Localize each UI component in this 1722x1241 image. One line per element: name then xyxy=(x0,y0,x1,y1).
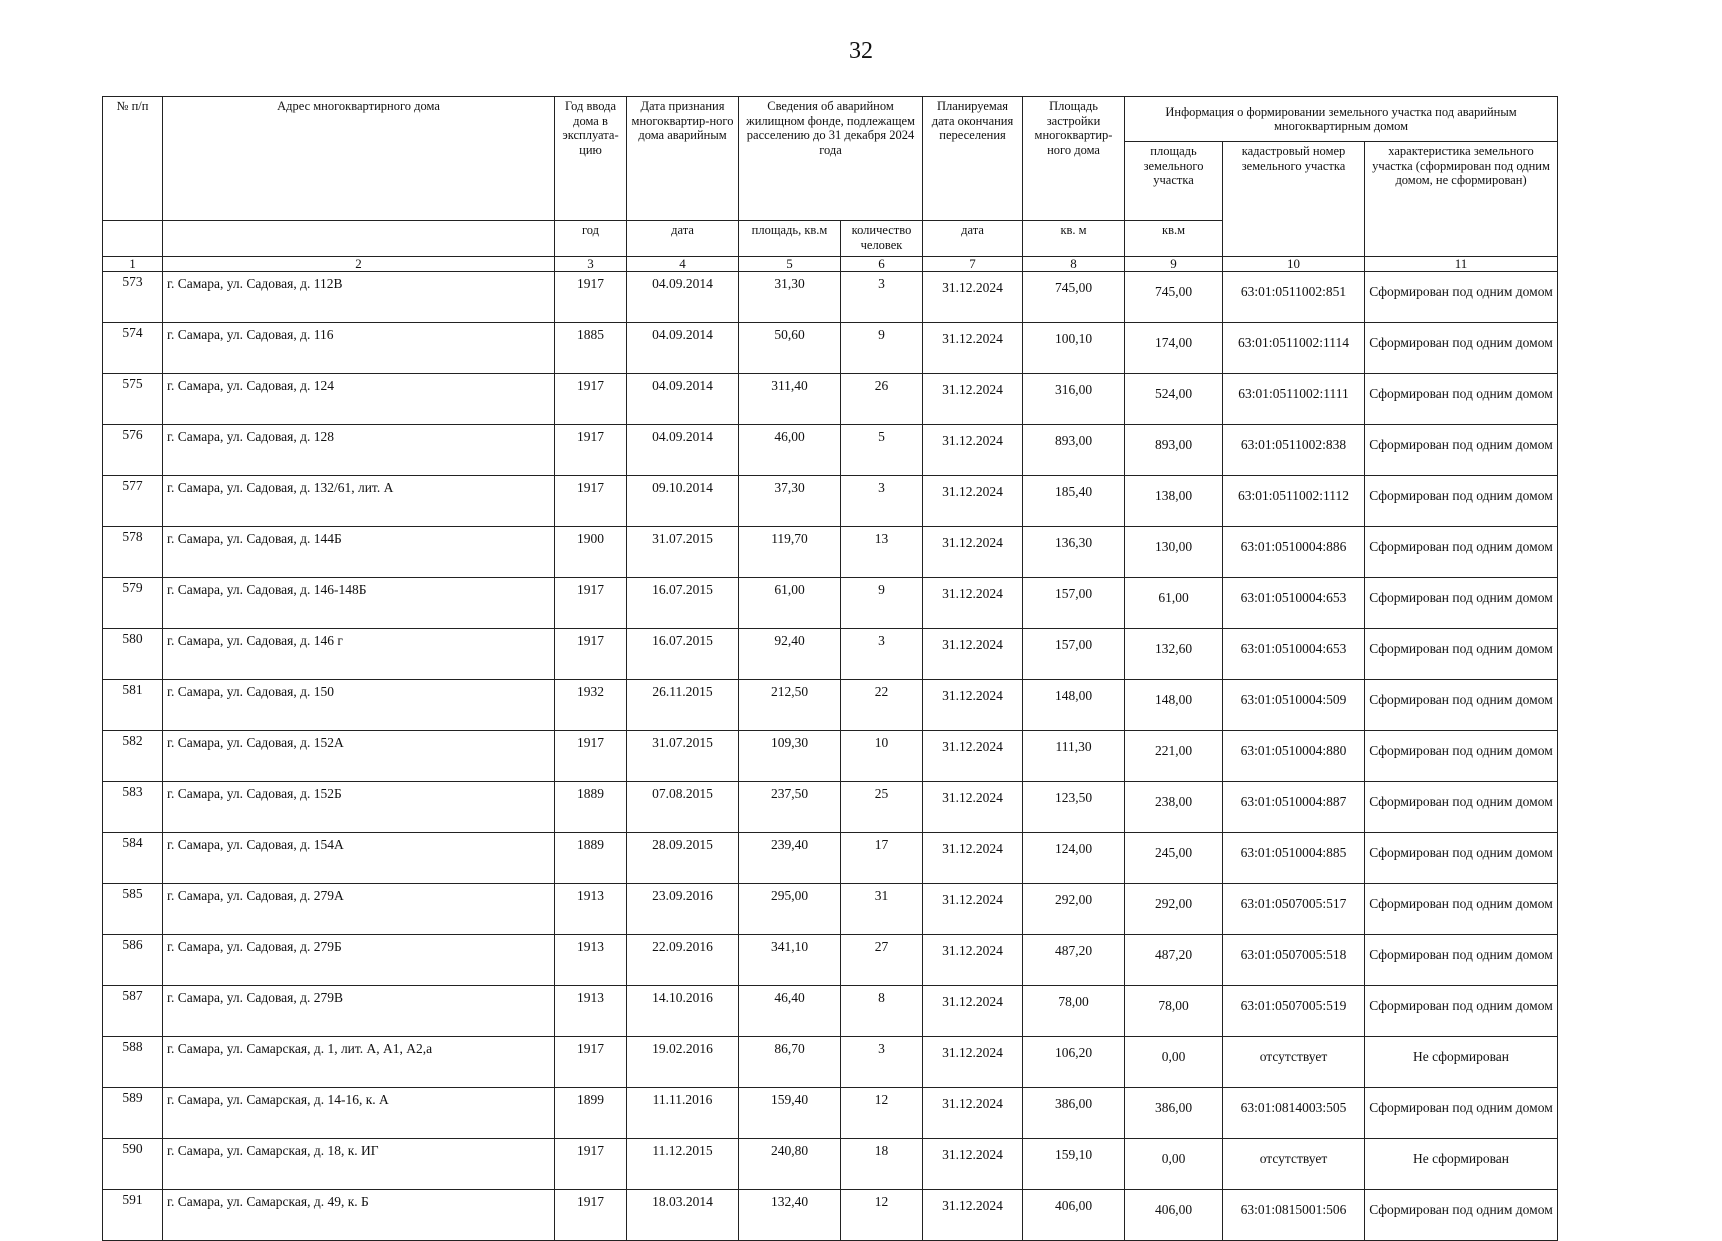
table-row xyxy=(103,680,1558,731)
row-land-type: Сформирован под одним домом xyxy=(1365,527,1558,578)
row-year: 1917 xyxy=(555,374,627,425)
row-people: 8 xyxy=(841,986,923,1037)
row-land-type: Сформирован под одним домом xyxy=(1365,425,1558,476)
row-emergency-date: 04.09.2014 xyxy=(627,374,739,425)
header-planned-date: Планируемая дата окончания переселения xyxy=(923,97,1023,221)
row-land-area: 245,00 xyxy=(1125,833,1223,884)
row-people: 17 xyxy=(841,833,923,884)
row-number: 587 xyxy=(103,986,163,1037)
row-cadastral-number: 63:01:0507005:517 xyxy=(1223,884,1365,935)
row-number: 580 xyxy=(103,629,163,680)
header-emergency-fund: Сведения об аварийном жилищном фонде, подлежащем расселению до 31 декабря 2024 года xyxy=(739,97,923,221)
row-land-area: 174,00 xyxy=(1125,323,1223,374)
row-year: 1913 xyxy=(555,986,627,1037)
column-number: 2 xyxy=(163,257,555,272)
row-address: г. Самара, ул. Садовая, д. 154А xyxy=(163,833,555,884)
row-building-area: 185,40 xyxy=(1023,476,1125,527)
row-number: 575 xyxy=(103,374,163,425)
row-planned-date: 31.12.2024 xyxy=(923,731,1023,782)
row-building-area: 123,50 xyxy=(1023,782,1125,833)
row-area: 109,30 xyxy=(739,731,841,782)
row-area: 311,40 xyxy=(739,374,841,425)
row-land-type: Сформирован под одним домом xyxy=(1365,986,1558,1037)
row-address: г. Самара, ул. Садовая, д. 279В xyxy=(163,986,555,1037)
row-building-area: 106,20 xyxy=(1023,1037,1125,1088)
row-address: г. Самара, ул. Садовая, д. 152Б xyxy=(163,782,555,833)
row-emergency-date: 19.02.2016 xyxy=(627,1037,739,1088)
row-address: г. Самара, ул. Садовая, д. 279Б xyxy=(163,935,555,986)
row-emergency-date: 14.10.2016 xyxy=(627,986,739,1037)
row-year: 1889 xyxy=(555,782,627,833)
row-area: 237,50 xyxy=(739,782,841,833)
column-number: 3 xyxy=(555,257,627,272)
unit-people: количество человек xyxy=(841,221,923,257)
row-planned-date: 31.12.2024 xyxy=(923,323,1023,374)
row-building-area: 136,30 xyxy=(1023,527,1125,578)
row-address: г. Самара, ул. Садовая, д. 132/61, лит. А xyxy=(163,476,555,527)
row-land-area: 138,00 xyxy=(1125,476,1223,527)
row-number: 582 xyxy=(103,731,163,782)
row-year: 1917 xyxy=(555,272,627,323)
row-address: г. Самара, ул. Самарская, д. 14-16, к. А xyxy=(163,1088,555,1139)
row-people: 3 xyxy=(841,629,923,680)
row-planned-date: 31.12.2024 xyxy=(923,833,1023,884)
row-area: 239,40 xyxy=(739,833,841,884)
row-land-area: 78,00 xyxy=(1125,986,1223,1037)
row-area: 86,70 xyxy=(739,1037,841,1088)
row-area: 119,70 xyxy=(739,527,841,578)
row-area: 212,50 xyxy=(739,680,841,731)
row-emergency-date: 09.10.2014 xyxy=(627,476,739,527)
table-row xyxy=(103,1139,1558,1190)
row-emergency-date: 31.07.2015 xyxy=(627,527,739,578)
column-number: 10 xyxy=(1223,257,1365,272)
row-year: 1917 xyxy=(555,1190,627,1241)
row-land-type: Сформирован под одним домом xyxy=(1365,476,1558,527)
unit-date: дата xyxy=(627,221,739,257)
row-year: 1889 xyxy=(555,833,627,884)
row-cadastral-number: 63:01:0815001:506 xyxy=(1223,1190,1365,1241)
row-planned-date: 31.12.2024 xyxy=(923,425,1023,476)
row-land-type: Сформирован под одним домом xyxy=(1365,833,1558,884)
row-people: 12 xyxy=(841,1088,923,1139)
row-building-area: 893,00 xyxy=(1023,425,1125,476)
emergency-housing-table xyxy=(102,96,1558,1241)
table-row xyxy=(103,833,1558,884)
column-number: 6 xyxy=(841,257,923,272)
row-building-area: 148,00 xyxy=(1023,680,1125,731)
row-land-area: 132,60 xyxy=(1125,629,1223,680)
row-number: 590 xyxy=(103,1139,163,1190)
row-building-area: 100,10 xyxy=(1023,323,1125,374)
row-number: 573 xyxy=(103,272,163,323)
row-land-type: Сформирован под одним домом xyxy=(1365,680,1558,731)
row-cadastral-number: 63:01:0511002:1112 xyxy=(1223,476,1365,527)
unit-plan-date: дата xyxy=(923,221,1023,257)
row-planned-date: 31.12.2024 xyxy=(923,1037,1023,1088)
row-address: г. Самара, ул. Садовая, д. 146-148Б xyxy=(163,578,555,629)
row-year: 1917 xyxy=(555,578,627,629)
row-emergency-date: 26.11.2015 xyxy=(627,680,739,731)
row-number: 584 xyxy=(103,833,163,884)
row-planned-date: 31.12.2024 xyxy=(923,629,1023,680)
row-land-area: 406,00 xyxy=(1125,1190,1223,1241)
row-year: 1932 xyxy=(555,680,627,731)
row-emergency-date: 28.09.2015 xyxy=(627,833,739,884)
row-people: 10 xyxy=(841,731,923,782)
row-emergency-date: 31.07.2015 xyxy=(627,731,739,782)
row-emergency-date: 04.09.2014 xyxy=(627,323,739,374)
row-land-area: 0,00 xyxy=(1125,1139,1223,1190)
row-address: г. Самара, ул. Садовая, д. 116 xyxy=(163,323,555,374)
unit-area: площадь, кв.м xyxy=(739,221,841,257)
column-number: 9 xyxy=(1125,257,1223,272)
row-people: 9 xyxy=(841,578,923,629)
unit-land-area: кв.м xyxy=(1125,221,1223,257)
row-land-area: 130,00 xyxy=(1125,527,1223,578)
row-planned-date: 31.12.2024 xyxy=(923,1139,1023,1190)
row-people: 3 xyxy=(841,272,923,323)
row-building-area: 745,00 xyxy=(1023,272,1125,323)
row-building-area: 292,00 xyxy=(1023,884,1125,935)
row-number: 578 xyxy=(103,527,163,578)
row-year: 1899 xyxy=(555,1088,627,1139)
row-year: 1917 xyxy=(555,731,627,782)
row-year: 1913 xyxy=(555,884,627,935)
row-people: 26 xyxy=(841,374,923,425)
table-row xyxy=(103,527,1558,578)
row-land-area: 487,20 xyxy=(1125,935,1223,986)
row-land-type: Не сформирован xyxy=(1365,1037,1558,1088)
row-land-type: Сформирован под одним домом xyxy=(1365,935,1558,986)
row-cadastral-number: 63:01:0510004:653 xyxy=(1223,578,1365,629)
row-number: 586 xyxy=(103,935,163,986)
column-number: 4 xyxy=(627,257,739,272)
row-emergency-date: 16.07.2015 xyxy=(627,629,739,680)
header-year: Год ввода дома в эксплуата-цию xyxy=(555,97,627,221)
row-year: 1900 xyxy=(555,527,627,578)
row-area: 46,00 xyxy=(739,425,841,476)
row-planned-date: 31.12.2024 xyxy=(923,986,1023,1037)
row-number: 591 xyxy=(103,1190,163,1241)
row-address: г. Самара, ул. Садовая, д. 152А xyxy=(163,731,555,782)
row-land-area: 221,00 xyxy=(1125,731,1223,782)
row-people: 27 xyxy=(841,935,923,986)
row-land-area: 893,00 xyxy=(1125,425,1223,476)
row-number: 579 xyxy=(103,578,163,629)
row-land-type: Сформирован под одним домом xyxy=(1365,374,1558,425)
row-address: г. Самара, ул. Садовая, д. 279А xyxy=(163,884,555,935)
row-emergency-date: 18.03.2014 xyxy=(627,1190,739,1241)
row-cadastral-number: 63:01:0507005:518 xyxy=(1223,935,1365,986)
row-cadastral-number: 63:01:0510004:886 xyxy=(1223,527,1365,578)
row-area: 46,40 xyxy=(739,986,841,1037)
row-emergency-date: 23.09.2016 xyxy=(627,884,739,935)
row-planned-date: 31.12.2024 xyxy=(923,272,1023,323)
row-year: 1917 xyxy=(555,629,627,680)
row-cadastral-number: 63:01:0814003:505 xyxy=(1223,1088,1365,1139)
row-land-area: 0,00 xyxy=(1125,1037,1223,1088)
page-number: 32 xyxy=(849,38,873,64)
row-building-area: 157,00 xyxy=(1023,578,1125,629)
table-body xyxy=(103,272,1558,1241)
row-planned-date: 31.12.2024 xyxy=(923,1088,1023,1139)
row-year: 1885 xyxy=(555,323,627,374)
row-area: 37,30 xyxy=(739,476,841,527)
row-land-area: 745,00 xyxy=(1125,272,1223,323)
row-address: г. Самара, ул. Садовая, д. 112В xyxy=(163,272,555,323)
header-number: № п/п xyxy=(103,97,163,221)
row-address: г. Самара, ул. Самарская, д. 1, лит. А, А1, А2,а xyxy=(163,1037,555,1088)
row-area: 295,00 xyxy=(739,884,841,935)
row-building-area: 124,00 xyxy=(1023,833,1125,884)
row-area: 50,60 xyxy=(739,323,841,374)
row-emergency-date: 07.08.2015 xyxy=(627,782,739,833)
row-people: 13 xyxy=(841,527,923,578)
unit-building-area: кв. м xyxy=(1023,221,1125,257)
column-number: 1 xyxy=(103,257,163,272)
row-year: 1917 xyxy=(555,1037,627,1088)
unit-year: год xyxy=(555,221,627,257)
table-row xyxy=(103,1190,1558,1241)
row-land-type: Не сформирован xyxy=(1365,1139,1558,1190)
row-area: 159,40 xyxy=(739,1088,841,1139)
column-number: 5 xyxy=(739,257,841,272)
row-number: 589 xyxy=(103,1088,163,1139)
row-people: 3 xyxy=(841,476,923,527)
row-emergency-date: 22.09.2016 xyxy=(627,935,739,986)
row-year: 1917 xyxy=(555,425,627,476)
row-land-area: 524,00 xyxy=(1125,374,1223,425)
row-cadastral-number: 63:01:0510004:880 xyxy=(1223,731,1365,782)
row-land-area: 148,00 xyxy=(1125,680,1223,731)
table-row xyxy=(103,629,1558,680)
header-address: Адрес многоквартирного дома xyxy=(163,97,555,221)
header-number-unit xyxy=(103,221,163,257)
row-area: 341,10 xyxy=(739,935,841,986)
row-people: 31 xyxy=(841,884,923,935)
row-address: г. Самара, ул. Садовая, д. 128 xyxy=(163,425,555,476)
row-number: 581 xyxy=(103,680,163,731)
row-land-type: Сформирован под одним домом xyxy=(1365,578,1558,629)
row-area: 61,00 xyxy=(739,578,841,629)
row-address: г. Самара, ул. Самарская, д. 49, к. Б xyxy=(163,1190,555,1241)
row-address: г. Самара, ул. Садовая, д. 146 г xyxy=(163,629,555,680)
row-year: 1917 xyxy=(555,1139,627,1190)
row-building-area: 316,00 xyxy=(1023,374,1125,425)
header-cadastral-number: кадастровый номер земельного участка xyxy=(1223,142,1365,257)
row-people: 12 xyxy=(841,1190,923,1241)
row-planned-date: 31.12.2024 xyxy=(923,935,1023,986)
column-number: 11 xyxy=(1365,257,1558,272)
column-number: 8 xyxy=(1023,257,1125,272)
row-planned-date: 31.12.2024 xyxy=(923,884,1023,935)
row-year: 1917 xyxy=(555,476,627,527)
row-emergency-date: 04.09.2014 xyxy=(627,425,739,476)
row-area: 92,40 xyxy=(739,629,841,680)
row-number: 585 xyxy=(103,884,163,935)
row-land-type: Сформирован под одним домом xyxy=(1365,629,1558,680)
row-area: 132,40 xyxy=(739,1190,841,1241)
row-land-type: Сформирован под одним домом xyxy=(1365,884,1558,935)
header-emergency-date: Дата признания многоквартир-ного дома аварийным xyxy=(627,97,739,221)
row-planned-date: 31.12.2024 xyxy=(923,578,1023,629)
row-number: 588 xyxy=(103,1037,163,1088)
row-building-area: 78,00 xyxy=(1023,986,1125,1037)
row-building-area: 487,20 xyxy=(1023,935,1125,986)
row-cadastral-number: 63:01:0511002:1111 xyxy=(1223,374,1365,425)
row-land-type: Сформирован под одним домом xyxy=(1365,1190,1558,1241)
row-building-area: 159,10 xyxy=(1023,1139,1125,1190)
row-cadastral-number: 63:01:0510004:885 xyxy=(1223,833,1365,884)
row-cadastral-number: 63:01:0510004:509 xyxy=(1223,680,1365,731)
row-planned-date: 31.12.2024 xyxy=(923,527,1023,578)
row-planned-date: 31.12.2024 xyxy=(923,1190,1023,1241)
header-address-unit xyxy=(163,221,555,257)
row-building-area: 157,00 xyxy=(1023,629,1125,680)
row-people: 22 xyxy=(841,680,923,731)
row-building-area: 386,00 xyxy=(1023,1088,1125,1139)
row-emergency-date: 11.11.2016 xyxy=(627,1088,739,1139)
row-number: 577 xyxy=(103,476,163,527)
row-building-area: 111,30 xyxy=(1023,731,1125,782)
row-land-area: 386,00 xyxy=(1125,1088,1223,1139)
row-number: 574 xyxy=(103,323,163,374)
table-row xyxy=(103,476,1558,527)
row-area: 31,30 xyxy=(739,272,841,323)
table-row xyxy=(103,272,1558,323)
row-building-area: 406,00 xyxy=(1023,1190,1125,1241)
row-land-type: Сформирован под одним домом xyxy=(1365,1088,1558,1139)
row-land-type: Сформирован под одним домом xyxy=(1365,272,1558,323)
table-row xyxy=(103,1088,1558,1139)
row-emergency-date: 04.09.2014 xyxy=(627,272,739,323)
row-people: 3 xyxy=(841,1037,923,1088)
row-cadastral-number: 63:01:0511002:1114 xyxy=(1223,323,1365,374)
column-number: 7 xyxy=(923,257,1023,272)
row-cadastral-number: 63:01:0510004:887 xyxy=(1223,782,1365,833)
row-address: г. Самара, ул. Садовая, д. 150 xyxy=(163,680,555,731)
table-row xyxy=(103,425,1558,476)
header-land-area: площадь земельного участка xyxy=(1125,142,1223,221)
row-planned-date: 31.12.2024 xyxy=(923,476,1023,527)
table-row xyxy=(103,374,1558,425)
row-planned-date: 31.12.2024 xyxy=(923,374,1023,425)
row-number: 583 xyxy=(103,782,163,833)
row-cadastral-number: отсутствует xyxy=(1223,1037,1365,1088)
row-area: 240,80 xyxy=(739,1139,841,1190)
row-land-area: 61,00 xyxy=(1125,578,1223,629)
row-emergency-date: 16.07.2015 xyxy=(627,578,739,629)
row-land-area: 292,00 xyxy=(1125,884,1223,935)
row-people: 25 xyxy=(841,782,923,833)
header-land-characteristic: характеристика земельного участка (сформирован под одним домом, не сформирован) xyxy=(1365,142,1558,257)
row-cadastral-number: 63:01:0510004:653 xyxy=(1223,629,1365,680)
row-land-type: Сформирован под одним домом xyxy=(1365,323,1558,374)
row-people: 5 xyxy=(841,425,923,476)
row-land-type: Сформирован под одним домом xyxy=(1365,731,1558,782)
row-cadastral-number: 63:01:0507005:519 xyxy=(1223,986,1365,1037)
column-numbers-row xyxy=(103,257,1558,272)
header-building-area: Площадь застройки многоквартир-ного дома xyxy=(1023,97,1125,221)
table-row xyxy=(103,323,1558,374)
row-land-type: Сформирован под одним домом xyxy=(1365,782,1558,833)
row-address: г. Самара, ул. Самарская, д. 18, к. ИГ xyxy=(163,1139,555,1190)
row-people: 18 xyxy=(841,1139,923,1190)
table-row xyxy=(103,731,1558,782)
row-emergency-date: 11.12.2015 xyxy=(627,1139,739,1190)
row-planned-date: 31.12.2024 xyxy=(923,782,1023,833)
table-row xyxy=(103,986,1558,1037)
row-land-area: 238,00 xyxy=(1125,782,1223,833)
table-row xyxy=(103,884,1558,935)
table-row xyxy=(103,1037,1558,1088)
row-cadastral-number: 63:01:0511002:838 xyxy=(1223,425,1365,476)
row-planned-date: 31.12.2024 xyxy=(923,680,1023,731)
row-cadastral-number: отсутствует xyxy=(1223,1139,1365,1190)
row-cadastral-number: 63:01:0511002:851 xyxy=(1223,272,1365,323)
table-row xyxy=(103,578,1558,629)
row-people: 9 xyxy=(841,323,923,374)
row-address: г. Самара, ул. Садовая, д. 124 xyxy=(163,374,555,425)
row-number: 576 xyxy=(103,425,163,476)
row-year: 1913 xyxy=(555,935,627,986)
row-address: г. Самара, ул. Садовая, д. 144Б xyxy=(163,527,555,578)
table-row xyxy=(103,935,1558,986)
table-row xyxy=(103,782,1558,833)
header-land-info: Информация о формировании земельного участка под аварийным многоквартирным домом xyxy=(1125,97,1558,142)
